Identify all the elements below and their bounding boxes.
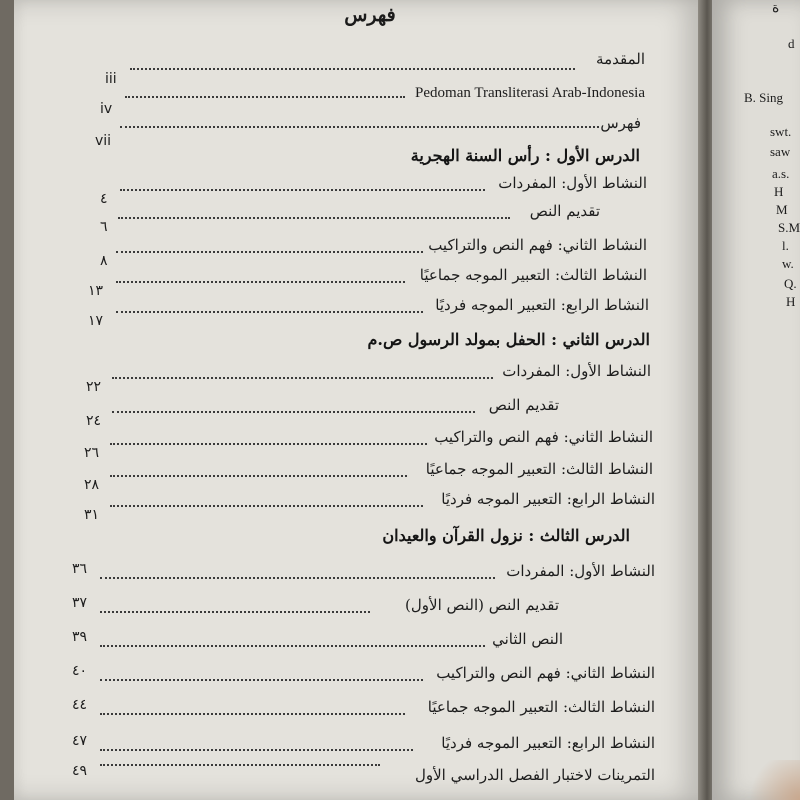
toc-title: فهرس — [344, 4, 396, 26]
right-page-line: H — [786, 294, 796, 309]
toc-entry — [0, 628, 655, 656]
right-page-fragment: d — [788, 36, 795, 51]
toc-page-number: ٤٩ — [72, 763, 88, 779]
right-page-line: H — [774, 184, 784, 199]
toc-dot-leader — [120, 126, 599, 128]
right-page-line: M — [776, 202, 788, 217]
toc-entry-label: النشاط الأول: المفردات — [506, 562, 655, 580]
toc-page-number: ٤٧ — [72, 733, 88, 749]
toc-entry-label: تقديم النص — [488, 396, 559, 414]
toc-dot-leader — [110, 505, 423, 507]
toc-dot-leader — [120, 189, 485, 191]
toc-entry — [0, 732, 655, 760]
toc-entry-label: المقدمة — [596, 50, 645, 68]
toc-page-number: ٢٤ — [86, 413, 102, 429]
toc-dot-leader — [118, 217, 510, 219]
toc-entry — [0, 426, 655, 461]
toc-page-number: ٣٧ — [72, 595, 88, 611]
toc-entry — [0, 662, 655, 690]
toc-dot-leader — [112, 411, 475, 413]
toc-dot-leader — [100, 611, 370, 613]
toc-entry — [0, 234, 655, 269]
toc-entry — [0, 394, 655, 429]
toc-entry — [0, 594, 655, 622]
lesson-1-heading: الدرس الأول : رأس السنة الهجرية — [410, 146, 640, 165]
toc-dot-leader — [110, 475, 407, 477]
toc-entry-label: التمرينات لاختبار الفصل الدراسي الأول — [414, 766, 655, 784]
toc-page-number: ٤ — [100, 191, 108, 207]
toc-page-number: ٣٦ — [72, 561, 88, 577]
toc-entry — [0, 560, 655, 588]
toc-entry-intro — [0, 46, 655, 87]
toc-dot-leader — [100, 764, 380, 766]
right-page-fragment: ة — [772, 1, 780, 16]
toc-entry — [0, 764, 655, 792]
toc-dot-leader — [130, 68, 575, 70]
toc-dot-leader — [100, 645, 485, 647]
toc-entry — [0, 360, 655, 395]
toc-entry-label: النشاط الأول: المفردات — [502, 362, 651, 380]
toc-entry — [0, 458, 655, 493]
right-page-line: swt. — [770, 124, 792, 139]
right-page-line: l. — [782, 238, 789, 253]
toc-entry-label: النشاط الأول: المفردات — [498, 174, 647, 192]
right-page-line: S.M — [778, 220, 800, 235]
toc-page-number: ٣٩ — [72, 629, 88, 645]
toc-entry-label: النشاط الرابع: التعبير الموجه فرديًا — [441, 734, 655, 752]
toc-entry-label: النشاط الثالث: التعبير الموجه جماعيًا — [419, 266, 647, 284]
toc-page-number: ٢٦ — [84, 445, 100, 461]
toc-entry-label: النشاط الثاني: فهم النص والتراكيب — [428, 236, 647, 254]
toc-entry-label: النشاط الرابع: التعبير الموجه فرديًا — [435, 296, 649, 314]
toc-entry-label: النص الثاني — [492, 630, 563, 648]
toc-page-number: iii — [105, 71, 117, 87]
right-page-line: saw — [770, 144, 791, 159]
toc-entry-label: تقديم النص (النص الأول) — [405, 596, 559, 614]
toc-page-number: vii — [95, 133, 112, 149]
toc-dot-leader — [112, 377, 493, 379]
toc-entry — [0, 488, 655, 523]
toc-entry-index — [0, 112, 655, 149]
toc-page-number: ٣١ — [84, 507, 100, 523]
toc-page-number: ٢٨ — [84, 477, 100, 493]
toc-page-number: ١٣ — [88, 283, 104, 299]
toc-page-number: ٨ — [100, 253, 108, 269]
toc-entry-label: النشاط الثاني: فهم النص والتراكيب — [434, 428, 653, 446]
right-page-line: a.s. — [772, 166, 790, 181]
toc-entry-label: النشاط الثاني: فهم النص والتراكيب — [436, 664, 655, 682]
toc-entry — [0, 294, 655, 329]
toc-page-number: ٤٤ — [72, 697, 88, 713]
finger-blur — [740, 760, 800, 800]
toc-entry-label: Pedoman Transliterasi Arab-Indonesia — [415, 85, 645, 101]
toc-dot-leader — [100, 577, 495, 579]
toc-entry — [0, 172, 655, 207]
right-page — [712, 0, 800, 800]
lesson-2-heading: الدرس الثاني : الحفل بمولد الرسول ص.م — [367, 330, 650, 349]
toc-dot-leader — [110, 443, 427, 445]
toc-dot-leader — [125, 96, 405, 98]
toc-entry-label: فهرس — [600, 114, 641, 132]
toc-entry-label: النشاط الثالث: التعبير الموجه جماعيًا — [425, 460, 653, 478]
toc-dot-leader — [116, 281, 405, 283]
toc-entry — [0, 696, 655, 724]
toc-dot-leader — [100, 679, 423, 681]
toc-entry-label: النشاط الرابع: التعبير الموجه فرديًا — [441, 490, 655, 508]
toc-page-number: ٢٢ — [86, 379, 102, 395]
right-page-line: Q. — [784, 276, 797, 291]
toc-dot-leader — [100, 749, 413, 751]
toc-dot-leader — [116, 251, 423, 253]
right-page-heading: B. Sing — [744, 90, 784, 105]
right-page-line: w. — [782, 256, 794, 271]
toc-entry-label: تقديم النص — [529, 202, 600, 220]
toc-entry — [0, 200, 655, 235]
toc-dot-leader — [116, 311, 423, 313]
toc-entry-label: النشاط الثالث: التعبير الموجه جماعيًا — [427, 698, 655, 716]
toc-page-number: ٤٠ — [72, 663, 88, 679]
toc-page-number: ١٧ — [88, 313, 104, 329]
toc-page-number: iv — [100, 101, 113, 117]
toc-entry — [0, 264, 655, 299]
toc-page-number: ٦ — [100, 219, 108, 235]
toc-dot-leader — [100, 713, 405, 715]
lesson-3-heading: الدرس الثالث : نزول القرآن والعيدان — [382, 526, 630, 545]
toc-entry-transliteration — [0, 78, 655, 117]
